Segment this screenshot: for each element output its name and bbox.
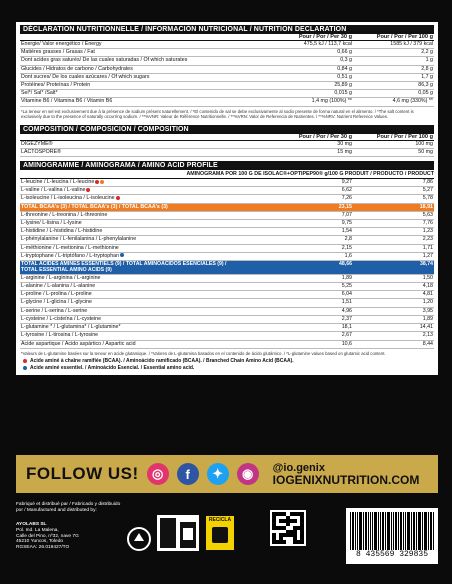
qr-code[interactable] <box>270 510 306 546</box>
table-row <box>20 98 434 106</box>
table-row <box>20 187 434 195</box>
row-label: L-glycine / L-glicina / L-glycine <box>21 299 92 306</box>
composition-rows <box>20 141 434 157</box>
row-value-b: 1585 kJ / 379 kcal <box>390 41 433 47</box>
barcode-bar <box>380 512 381 550</box>
barcode-bar <box>382 512 384 550</box>
company-name: AYOLABS SL <box>16 522 47 527</box>
barcode-bar <box>419 512 421 550</box>
dribbble-icon[interactable]: ◎ <box>147 463 169 485</box>
legend-bcaa <box>20 358 434 365</box>
row-label: L-phénylalanine / L-fenilalanina / L-phenylalanine <box>21 236 137 243</box>
table-row <box>20 179 434 187</box>
row-value-a: 15 mg <box>337 148 352 155</box>
address-line-3: 45210 Yuncos, Toledo <box>16 539 64 545</box>
amino-note: *Valeurs de L-glutamine basées sur la teneur en acide glutamique. / *Valores de L-glutamina basados en el contenido de ácido glutámico. / *L-glutamine values based on glutamic acid content. <box>21 350 386 356</box>
table-row <box>20 228 434 236</box>
row-value-b: 2,8 g <box>421 65 433 72</box>
barcode-bar <box>428 512 429 550</box>
nutrition-header <box>20 34 434 41</box>
instagram-icon[interactable]: ◉ <box>237 463 259 485</box>
composition-col-30g: Pour / Por / Per 30 g <box>298 133 352 140</box>
barcode-bar <box>391 512 392 550</box>
brand-site[interactable]: IOGENIXNUTRITION.COM <box>272 473 420 487</box>
row-value-b: 38,74 <box>420 261 433 268</box>
barcode-number: 8 435569 329835 <box>355 550 428 559</box>
row-value-a: 18,1 <box>341 324 352 331</box>
barcode-bar <box>398 512 399 550</box>
packaging-bin-icon <box>156 514 200 552</box>
barcode-bar <box>433 512 434 550</box>
row-value-b: 2,2 g <box>421 49 433 56</box>
row-label: Dont sucres/ De los cuales azúcares / Of which sugars <box>21 73 150 80</box>
table-row <box>20 316 434 324</box>
barcode-bar <box>393 512 394 550</box>
row-value-b: 4,6 mg (330%) ** <box>392 98 433 105</box>
row-value-b: 1 g <box>425 57 433 64</box>
barcode-bar <box>385 512 386 550</box>
row-label: Matières grasses / Grasas / Fat <box>21 49 95 56</box>
row-value-b: 86,3 g <box>418 82 433 89</box>
row-value-b: 5,63 <box>422 211 433 218</box>
row-value-b: 5,27 <box>422 187 433 194</box>
row-label: DIGEZYME® <box>21 140 53 147</box>
barcode-bar <box>422 512 423 550</box>
table-row <box>20 141 434 149</box>
barcode-bar <box>365 512 367 550</box>
row-value-b: 18,91 <box>419 203 433 210</box>
row-value-b: 1,20 <box>422 299 433 306</box>
red-dot-icon <box>116 196 120 200</box>
row-label: Dont acides gras saturés/ De las cuales saturadas / Of which saturates <box>21 57 188 64</box>
row-value-b: 1,23 <box>422 228 433 235</box>
barcode-bar <box>368 512 369 550</box>
table-row <box>20 291 434 299</box>
label-sheet <box>16 22 438 375</box>
table-row <box>20 220 434 228</box>
barcode-bar <box>370 512 371 550</box>
facebook-icon[interactable]: f <box>177 463 199 485</box>
row-value-b: 14,41 <box>419 324 433 331</box>
row-value-a: 2,67 <box>341 332 352 339</box>
row-value-a: 9,75 <box>341 220 352 227</box>
table-row <box>20 212 434 220</box>
row-value-a: 6,04 <box>341 291 352 298</box>
nutrition-title: DÉCLARATION NUTRITIONNELLE / INFORMACIÓN NUTRICIONAL / NUTRITION DECLARATION <box>20 25 434 34</box>
orange-dot-icon <box>100 180 104 184</box>
row-value-a: 25,89 g <box>334 82 352 89</box>
row-label: L-proline / L-prolina / L-proline <box>21 291 92 298</box>
table-row <box>20 245 434 253</box>
blue-dot-icon <box>120 253 124 257</box>
row-value-a: 1,89 <box>341 274 352 281</box>
amino-header: AMINOGRAMA POR 100 G DE ISOLAC®+OPTIPEP90® g/100 G PRODUIT / PRODUCTO / PRODUCT <box>20 170 434 179</box>
row-value-b: 100 mg <box>415 140 433 147</box>
barcode-bar <box>387 512 390 550</box>
row-value-b: 0,05 g <box>418 90 433 97</box>
legend-essential <box>20 365 434 372</box>
row-label: L-alanine / L-alanina / L-alanine <box>21 283 96 290</box>
row-value-a: 1,4 mg (100%) ** <box>311 98 352 105</box>
row-value-a: 4,96 <box>341 307 352 314</box>
recycle-label: RECICLA <box>208 517 232 523</box>
row-label: LACTOSPORE® <box>21 148 62 155</box>
row-value-a: 0,3 g <box>340 57 352 64</box>
row-value-b: 50 mg <box>418 148 433 155</box>
row-label: L-valine / L-valina / L-valine <box>20 187 238 194</box>
row-label: Protéines/ Proteínas / Protein <box>21 82 91 89</box>
row-label: L-threonine / L-treonina / L-threonine <box>21 211 108 218</box>
follow-text: FOLLOW US! <box>26 464 139 483</box>
red-dot-icon <box>23 359 27 363</box>
barcode-bar <box>411 512 412 550</box>
row-label: Vitamine B6 / Vitamina B6 / Vitamin B6 <box>21 98 113 105</box>
barcode-bar <box>378 512 379 550</box>
amino-rows <box>20 179 434 349</box>
row-value-a: 0,66 g <box>337 49 352 56</box>
row-label: L-arginine / L-arginina / L-arginine <box>21 274 101 281</box>
row-value-b: 1,50 <box>422 274 433 281</box>
row-value-a: 2,37 <box>341 315 352 322</box>
composition-header <box>20 134 434 141</box>
table-row <box>20 341 434 349</box>
row-value-a: 2,8 <box>344 236 352 243</box>
barcode-bar <box>352 512 354 550</box>
barcode-bar <box>407 512 410 550</box>
brand-block <box>273 462 420 486</box>
row-value-a: 2,15 <box>341 244 352 251</box>
table-row <box>20 74 434 82</box>
row-value-a: 5,25 <box>341 283 352 290</box>
barcode <box>346 508 438 564</box>
row-label: L-isoleucine / L-isoleucina / L-isoleucine <box>20 195 238 202</box>
row-value-a: 10,6 <box>341 340 352 347</box>
barcode-bar <box>357 512 358 550</box>
row-value-a: 48,66 <box>339 261 352 268</box>
table-row <box>20 253 434 261</box>
row-value-a: 0,51 g <box>337 73 352 80</box>
barcode-bar <box>359 512 362 550</box>
row-label: Sel*/ Sal* /Salt* <box>21 90 58 97</box>
address-line-2: Calle del Pino, nº32, nave 7G <box>16 533 79 539</box>
amino-title: AMINOGRAMME / AMINOGRAMA / AMINO ACID PROFILE <box>20 161 434 170</box>
blue-dot-icon <box>23 366 27 370</box>
row-value-a: 0,84 g <box>337 65 352 72</box>
barcode-bar <box>350 512 351 550</box>
row-label: Glucides / Hidratos de carbono / Carbohydrates <box>21 65 133 72</box>
barcode-bar <box>372 512 374 550</box>
row-value-a: 1,6 <box>344 252 352 259</box>
row-value-b: 1,7 g <box>421 73 433 80</box>
barcode-bar <box>355 512 356 550</box>
brand-handle[interactable]: @io.genix <box>272 462 325 474</box>
barcode-bar <box>403 512 404 550</box>
table-row <box>20 90 434 98</box>
row-value-a: 6,62 <box>341 187 352 194</box>
table-row <box>20 275 434 283</box>
row-label: TOTAL ACIDES AMINÉS ESSENTIELS (9) / TOTAL AMINOÁCIDOS ESENCIALES (9) / TOTAL ESSENTIAL AMINO ACIDS (9) <box>21 261 227 274</box>
barcode-bar <box>400 512 402 550</box>
address-block <box>16 522 106 551</box>
barcode-bar <box>418 512 419 550</box>
barcode-bar <box>430 512 432 550</box>
row-value-b: 1,71 <box>422 244 433 251</box>
barcode-bar <box>395 512 397 550</box>
row-value-a: 1,51 <box>341 299 352 306</box>
bin-icon <box>212 527 228 543</box>
twitter-icon[interactable]: ✦ <box>207 463 229 485</box>
row-value-a: 7,07 <box>341 211 352 218</box>
row-label: L-serine / L-serina / L-serine <box>21 307 88 314</box>
row-label: L-lysine/ L-lisina / L-lysine <box>21 220 82 227</box>
nutrition-note: *La teneur en sel est exclusivement due à la présence de sodium présent naturellement. / *El contenido de sal se debe exclusivamente al sodio presente de forma natural en el alimento. / *The salt content is exclusively due to the presence of naturally occurring sodium. / **%VNR: Valeur de Référence Nutritionnelle. / **%VRN: Valor de Referencia de Nutrientes. / **%NRV: Nutrient Reference Values. <box>21 108 414 119</box>
row-label: L-leucine / L-leucina / L-leucine <box>20 179 238 186</box>
row-value-b: 1,27 <box>422 252 433 259</box>
row-value-b: 4,81 <box>422 291 433 298</box>
row-value-a: 475,5 kJ / 113,7 kcal <box>303 41 352 47</box>
table-row <box>20 149 434 157</box>
manufacturer-text: Fabriqué et distribué par / Fabricado y distribuido por / Manufactured and distributed by: <box>16 502 121 513</box>
table-row <box>20 332 434 340</box>
row-label: L-tryptophane / L-triptófano / L-tryptophan <box>20 253 238 260</box>
legend-essential-text: Acide aminé essentiel. / Aminoácido Esencial. / Essential amino acid. <box>30 364 195 371</box>
recycle-symbol-icon <box>126 526 152 552</box>
legend-bcaa-text: Acide aminé à chaîne ramifiée (BCAA). / Aminoácido ramificado (BCAA). / Branched Chain Amino Acid (BCAA). <box>30 357 294 364</box>
row-value-b: 5,78 <box>422 195 433 202</box>
row-value-b: 7,86 <box>422 179 433 186</box>
row-label: Acide aspartique / Ácido aspártico / Aspartic acid <box>21 340 136 347</box>
barcode-bar <box>413 512 415 550</box>
nutrition-col-100g: Pour / Por / Per 100 g <box>376 34 433 40</box>
barcode-bars <box>350 512 434 550</box>
nutrition-col-30g: Pour / Por / Per 30 g <box>298 34 352 40</box>
row-label: Énergie/ Valor energético / Energy <box>21 41 102 47</box>
barcode-bar <box>363 512 364 550</box>
table-row <box>20 57 434 65</box>
row-value-a: 0,015 g <box>334 90 352 97</box>
red-dot-icon <box>86 188 90 192</box>
table-row <box>20 283 434 291</box>
row-label: L-histidine / L-histidina / L-histidine <box>21 228 103 235</box>
barcode-bar <box>416 512 417 550</box>
table-row <box>20 41 434 49</box>
table-row <box>20 66 434 74</box>
row-label: L-cysteine / L-cisteína / L-cysteine <box>21 315 102 322</box>
row-label: L-glutamine * / L-glutamina* / L-glutamine* <box>21 324 121 331</box>
row-value-a: 30 mg <box>337 140 352 147</box>
row-value-b: 8,44 <box>422 340 433 347</box>
row-value-b: 1,89 <box>422 315 433 322</box>
row-label: TOTAL BCAA's (3) / TOTAL BCAA's (3) / TOTAL BCAA's (3) <box>21 203 168 210</box>
table-row <box>20 49 434 57</box>
table-row <box>20 236 434 244</box>
row-value-b: 2,13 <box>422 332 433 339</box>
nutrition-rows <box>20 41 434 107</box>
table-row <box>20 299 434 307</box>
barcode-bar <box>405 512 406 550</box>
row-label: L-méthionine / L-metionina / L-methionine <box>21 244 119 251</box>
row-value-a: 23,15 <box>338 203 352 210</box>
row-value-a: 7,26 <box>341 195 352 202</box>
row-value-b: 2,23 <box>422 236 433 243</box>
table-row <box>20 82 434 90</box>
row-value-a: 1,54 <box>341 228 352 235</box>
table-row <box>20 204 434 212</box>
barcode-bar <box>424 512 427 550</box>
row-value-b: 3,95 <box>422 307 433 314</box>
table-row <box>20 261 434 275</box>
composition-col-100g: Pour / Por / Per 100 g <box>376 133 433 140</box>
table-row <box>20 195 434 203</box>
row-value-b: 7,76 <box>422 220 433 227</box>
red-dot-icon <box>95 180 99 184</box>
composition-title: COMPOSITION / COMPOSICIÓN / COMPOSITION <box>20 125 434 134</box>
address-line-1: Pol. Ind. La Malena, <box>16 527 59 533</box>
row-value-a: 9,27 <box>341 179 352 186</box>
row-value-b: 4,18 <box>422 283 433 290</box>
qr-module <box>300 540 304 544</box>
barcode-bar <box>374 512 377 550</box>
table-row <box>20 308 434 316</box>
row-label: L-tyrosine / L-tirosina / L-tyrosine <box>21 332 99 339</box>
footer <box>16 500 438 570</box>
follow-banner <box>16 455 438 493</box>
table-row <box>20 324 434 332</box>
recycle-badge <box>206 516 234 550</box>
address-line-4: RGSEAA: 26.019427/TO <box>16 545 70 551</box>
